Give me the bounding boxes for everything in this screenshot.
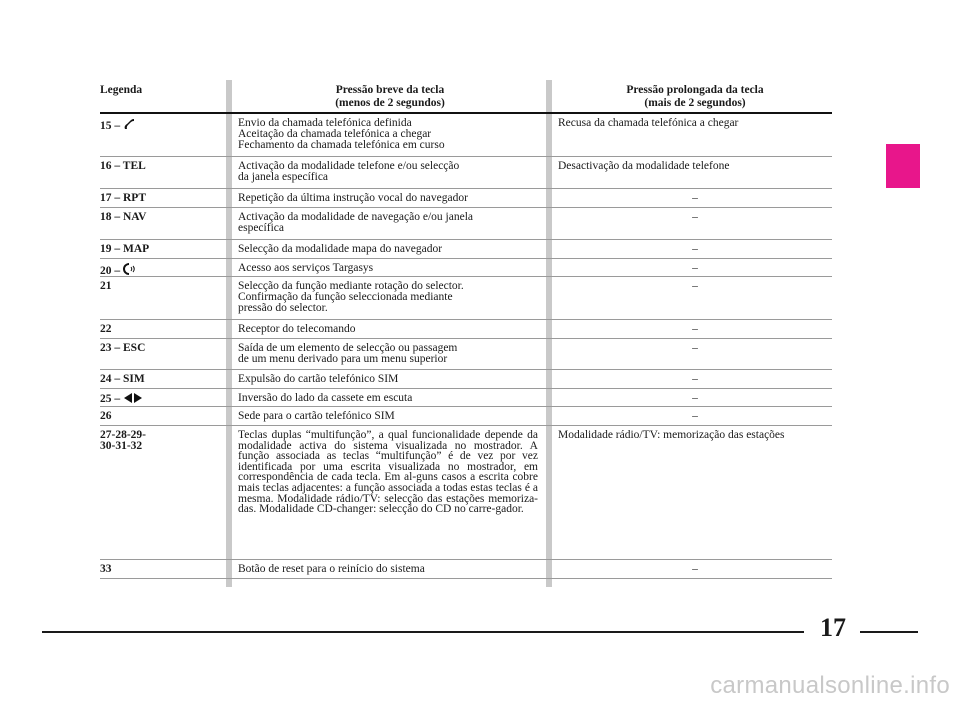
row-key: 17 – RPT (100, 192, 146, 204)
row-short-press: Repetição da última instrução vocal do navegador (238, 192, 468, 204)
row-long-press: – (692, 323, 698, 335)
row-long-press: – (692, 280, 698, 292)
row-long-press: – (692, 211, 698, 223)
table-row (100, 320, 832, 339)
row-long-press: – (692, 342, 698, 354)
header-short-press: Pressão breve da tecla (menos de 2 segundos) (335, 84, 445, 109)
row-short-press: Receptor do telecomando (238, 323, 356, 335)
row-key: 24 – SIM (100, 373, 145, 385)
row-key: 16 – TEL (100, 160, 146, 172)
row-key: 20 – (100, 263, 220, 278)
row-short-press: Botão de reset para o reinício do sistema (238, 563, 425, 575)
row-long-press: Recusa da chamada telefónica a chegar (558, 117, 739, 129)
watermark: carmanualsonline.info (710, 672, 950, 699)
row-key: 26 (100, 410, 112, 422)
table-row (100, 277, 832, 320)
row-key: 22 (100, 323, 112, 335)
header-legend: Legenda (100, 84, 143, 96)
table-row (100, 389, 832, 407)
table-row (100, 560, 832, 579)
row-short-press: Sede para o cartão telefónico SIM (238, 410, 395, 422)
table-header (100, 80, 832, 114)
row-short-press: Activação da modalidade telefone e/ou selecção da janela específica (238, 160, 460, 183)
header-long-press: Pressão prolongada da tecla (mais de 2 segundos) (626, 84, 764, 109)
table-row (100, 114, 832, 157)
table-row (100, 208, 832, 240)
row-short-press: Selecção da modalidade mapa do navegador (238, 243, 443, 255)
row-key: 15 – (100, 118, 220, 133)
controls-legend-table (100, 80, 832, 579)
row-short-press: Expulsão do cartão telefónico SIM (238, 373, 399, 385)
row-long-press: – (692, 410, 698, 422)
row-long-press: – (692, 262, 698, 274)
table-row (100, 370, 832, 389)
row-key: 19 – MAP (100, 243, 150, 255)
phone-handset-icon (123, 118, 135, 133)
row-long-press: – (692, 243, 698, 255)
row-short-press: Activação da modalidade de navegação e/ou janela específica (238, 211, 473, 234)
row-short-press: Saída de um elemento de selecção ou passagem de um menu derivado para um menu superior (238, 342, 458, 365)
footer-rule (42, 631, 804, 633)
table-row (100, 157, 832, 189)
row-long-press: – (692, 563, 698, 575)
left-right-arrows-icon (123, 393, 143, 406)
table-row (100, 426, 832, 560)
row-long-press: Modalidade rádio/TV: memorização das estações (558, 429, 785, 441)
row-long-press: – (692, 373, 698, 385)
row-key: 27-28-29- 30-31-32 (100, 429, 146, 452)
row-short-press: Selecção da função mediante rotação do selector. Confirmação da função seleccionada mediante pressão do selector. (238, 280, 464, 314)
row-key: 18 – NAV (100, 211, 147, 223)
row-key: 23 – ESC (100, 342, 146, 354)
row-long-press: – (692, 392, 698, 404)
row-key: 25 – (100, 393, 220, 406)
targasys-icon (123, 263, 136, 278)
table-row (100, 407, 832, 426)
row-short-press: Inversão do lado da cassete em escuta (238, 392, 413, 404)
row-long-press: – (692, 192, 698, 204)
page-number: 17 (820, 613, 846, 642)
row-key: 21 (100, 280, 112, 292)
footer-rule (860, 631, 918, 633)
row-long-press: Desactivação da modalidade telefone (558, 160, 730, 172)
section-tab-marker (886, 144, 920, 188)
table-row (100, 339, 832, 370)
row-short-press: Envio da chamada telefónica definida Aceitação da chamada telefónica a chegar Fechamento da chamada telefónica em curso (238, 117, 445, 151)
table-row (100, 240, 832, 259)
row-short-press: Teclas duplas “multifunção”, a qual funcionalidade depende da modalidade activa do sistema visualizada no mostrador. A função associada as teclas “multifunção” é de vez por vez identificada por uma escrita visualizada no mostrador, em correspondência de cada tecla. Em al-guns casos a escrita cobre mais teclas adjacentes: a função associada a todas estas teclas é a mesma. Modalidade rádio/TV: selecção das estações memoriza-das. Modalidade CD-changer: selecção do CD no carre-gador. (238, 429, 538, 516)
table-row (100, 189, 832, 208)
row-key: 33 (100, 563, 112, 575)
table-row (100, 259, 832, 277)
row-short-press: Acesso aos serviços Targasys (238, 262, 374, 274)
